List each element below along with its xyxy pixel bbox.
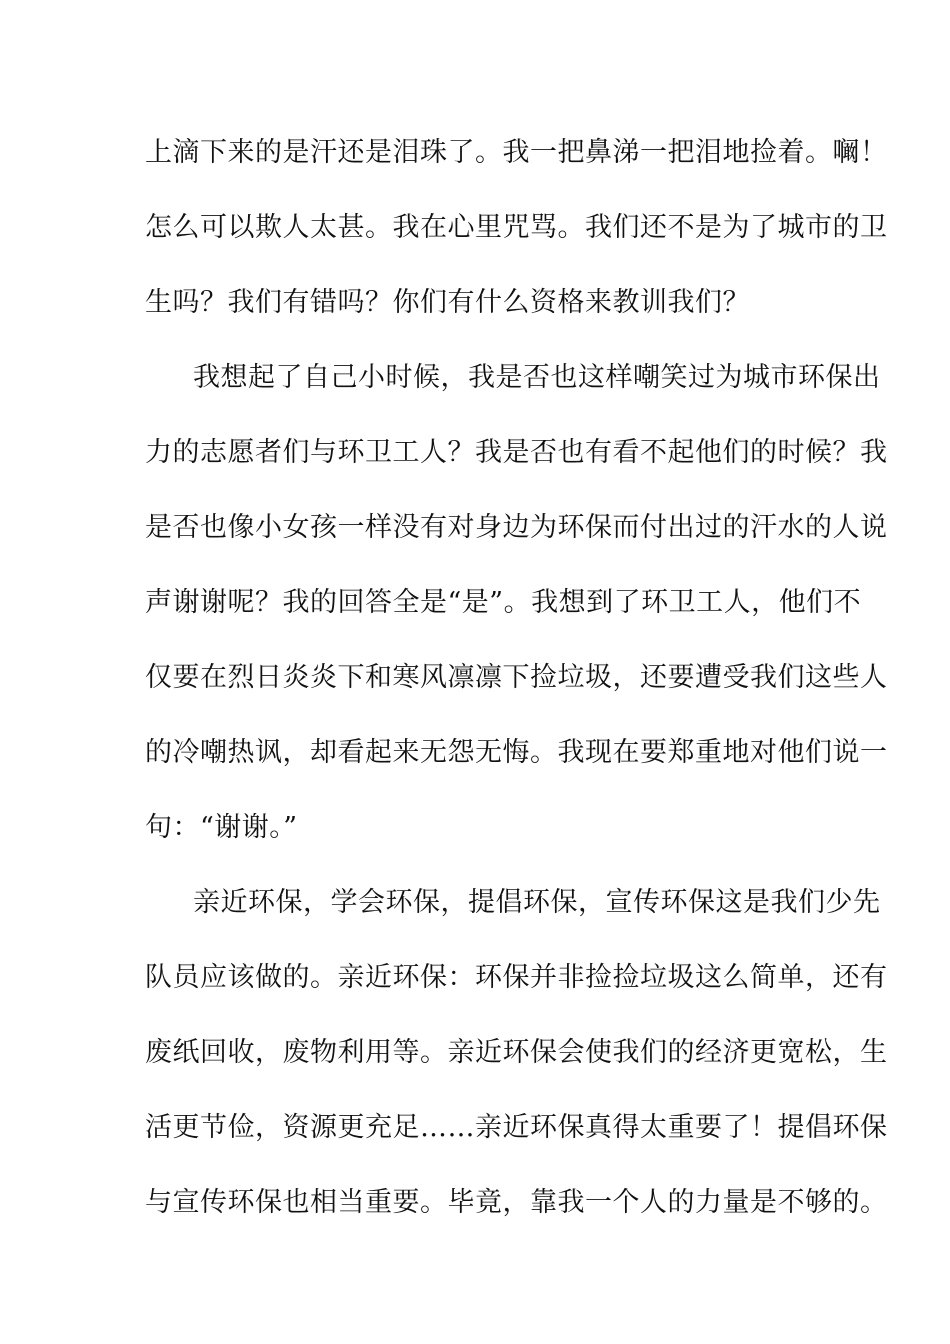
text-line: 力的志愿者们与环卫工人？我是否也有看不起他们的时候？我 <box>145 437 888 468</box>
text-line: 怎么可以欺人太甚。我在心里咒骂。我们还不是为了城市的卫 <box>145 212 888 243</box>
text-line: 生吗？我们有错吗？你们有什么资格来教训我们？ <box>145 287 750 318</box>
paragraph-start-line: 我想起了自己小时候，我是否也这样嘲笑过为城市环保出 <box>193 362 881 393</box>
paragraph-start-line: 亲近环保，学会环保，提倡环保，宣传环保这是我们少先 <box>193 887 881 918</box>
text-line: 句：“谢谢。” <box>145 812 298 843</box>
text-line: 的冷嘲热讽，却看起来无怨无悔。我现在要郑重地对他们说一 <box>145 737 888 768</box>
body-text <box>145 115 888 1240</box>
text-line: 废纸回收，废物利用等。亲近环保会使我们的经济更宽松，生 <box>145 1037 888 1068</box>
text-line: 与宣传环保也相当重要。毕竟，靠我一个人的力量是不够的。 <box>145 1187 888 1218</box>
text-line: 声谢谢呢？我的回答全是“是”。我想到了环卫工人，他们不 <box>145 587 862 618</box>
text-line: 上滴下来的是汗还是泪珠了。我一把鼻涕一把泪地捡着。㘎！ <box>145 137 888 168</box>
text-line: 活更节俭，资源更充足……亲近环保真得太重要了！提倡环保 <box>145 1112 888 1143</box>
text-line: 队员应该做的。亲近环保：环保并非捡捡垃圾这么简单，还有 <box>145 962 888 993</box>
text-line: 是否也像小女孩一样没有对身边为环保而付出过的汗水的人说 <box>145 512 888 543</box>
text-line: 仅要在烈日炎炎下和寒风凛凛下捡垃圾，还要遭受我们这些人 <box>145 662 888 693</box>
